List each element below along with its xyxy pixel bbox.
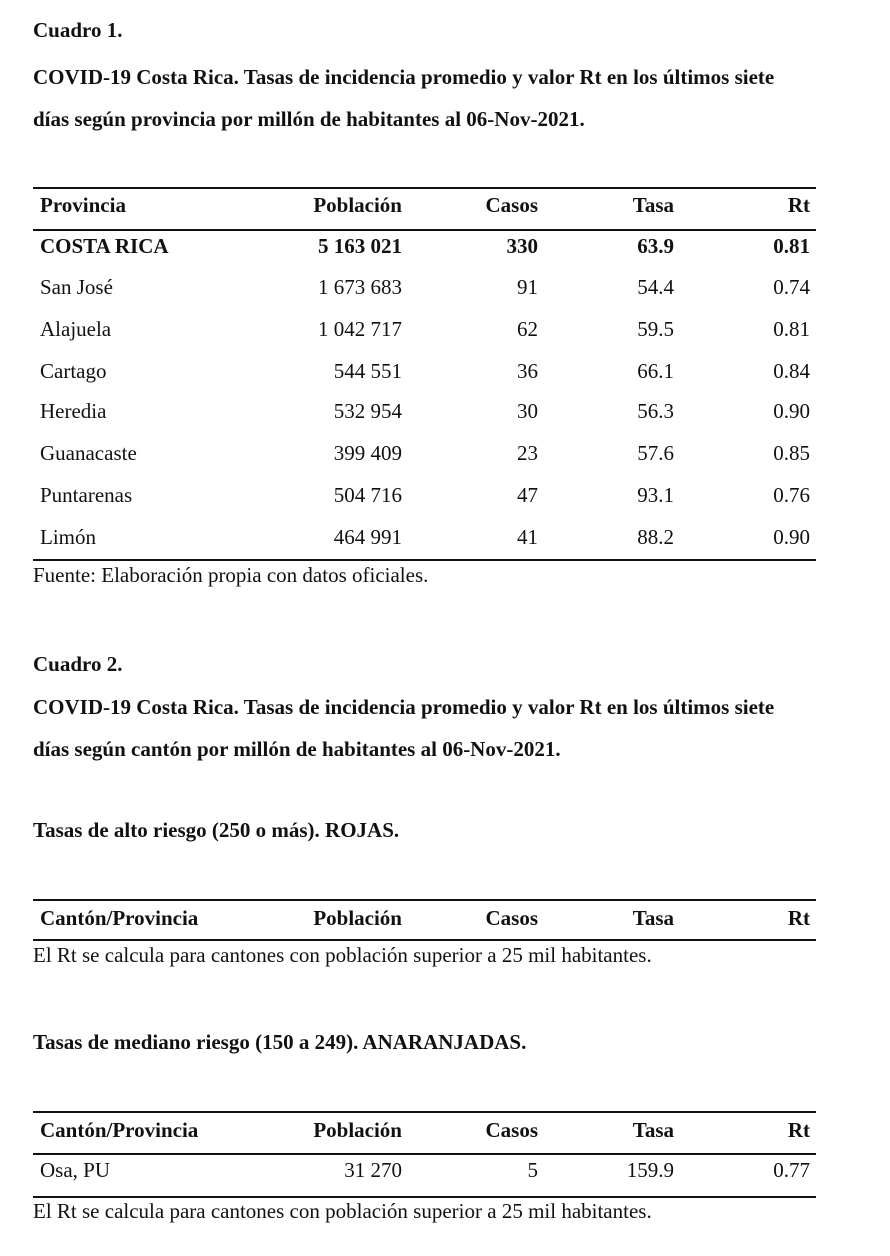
header-poblacion: Población xyxy=(313,193,402,217)
cell-rt: 0.81 xyxy=(773,234,810,258)
cell-provincia: Guanacaste xyxy=(40,441,137,465)
table-row xyxy=(33,474,816,516)
table-row xyxy=(33,390,816,432)
cell-poblacion: 1 042 717 xyxy=(318,317,402,341)
medium-risk-note: El Rt se calcula para cantones con población superior a 25 mil habitantes. xyxy=(33,1199,652,1223)
header-casos: Casos xyxy=(485,906,538,930)
table-header-row xyxy=(33,184,816,226)
cuadro1-source: Fuente: Elaboración propia con datos oficiales. xyxy=(33,563,429,587)
cell-casos: 91 xyxy=(517,275,538,299)
cell-casos: 23 xyxy=(517,441,538,465)
cell-rt: 0.74 xyxy=(773,275,810,299)
cuadro2-label: Cuadro 2. xyxy=(33,652,123,676)
cell-casos: 330 xyxy=(506,234,538,258)
table-row xyxy=(33,350,816,392)
cuadro2-title-line2: días según cantón por millón de habitantes al 06-Nov-2021. xyxy=(33,737,561,761)
cell-rt: 0.77 xyxy=(773,1158,810,1182)
cuadro1-title-line1: COVID-19 Costa Rica. Tasas de incidencia promedio y valor Rt en los últimos siete xyxy=(33,65,775,89)
cell-provincia: COSTA RICA xyxy=(40,234,169,258)
table-bottom-rule xyxy=(33,559,816,561)
cell-poblacion: 504 716 xyxy=(333,483,402,507)
table-header-row xyxy=(33,897,816,939)
cell-tasa: 59.5 xyxy=(637,317,674,341)
cell-tasa: 66.1 xyxy=(637,359,674,383)
table-bottom-rule xyxy=(33,939,816,941)
header-provincia: Provincia xyxy=(40,193,126,217)
cuadro2-title-line1: COVID-19 Costa Rica. Tasas de incidencia promedio y valor Rt en los últimos siete xyxy=(33,695,775,719)
high-risk-heading: Tasas de alto riesgo (250 o más). ROJAS. xyxy=(33,818,400,842)
cell-provincia: Heredia xyxy=(40,399,107,423)
header-tasa: Tasa xyxy=(632,906,674,930)
medium-risk-heading: Tasas de mediano riesgo (150 a 249). ANARANJADAS. xyxy=(33,1030,527,1054)
high-risk-note: El Rt se calcula para cantones con población superior a 25 mil habitantes. xyxy=(33,943,652,967)
cell-tasa: 57.6 xyxy=(637,441,674,465)
cell-rt: 0.85 xyxy=(773,441,810,465)
cell-provincia: Cartago xyxy=(40,359,107,383)
cell-provincia: Limón xyxy=(40,525,96,549)
table-header-row xyxy=(33,1109,816,1151)
header-tasa: Tasa xyxy=(632,193,674,217)
cell-rt: 0.84 xyxy=(773,359,810,383)
cell-casos: 62 xyxy=(517,317,538,341)
cell-poblacion: 544 551 xyxy=(333,359,402,383)
cell-rt: 0.81 xyxy=(773,317,810,341)
header-tasa: Tasa xyxy=(632,1118,674,1142)
cell-poblacion: 5 163 021 xyxy=(318,234,402,258)
cell-provincia: San José xyxy=(40,275,113,299)
cell-canton: Osa, PU xyxy=(40,1158,111,1182)
table-row xyxy=(33,432,816,474)
cuadro1-title-line2: días según provincia por millón de habitantes al 06-Nov-2021. xyxy=(33,107,585,131)
header-poblacion: Población xyxy=(313,906,402,930)
table-row xyxy=(33,1149,816,1191)
cell-poblacion: 399 409 xyxy=(333,441,402,465)
table-row-total xyxy=(33,225,816,267)
cell-casos: 47 xyxy=(517,483,538,507)
cell-provincia: Puntarenas xyxy=(40,483,133,507)
cell-tasa: 56.3 xyxy=(637,399,674,423)
header-canton: Cantón/Provincia xyxy=(40,906,199,930)
header-rt: Rt xyxy=(787,906,810,930)
table-row xyxy=(33,516,816,558)
table-row xyxy=(33,308,816,350)
cell-rt: 0.90 xyxy=(773,525,810,549)
cell-tasa: 54.4 xyxy=(637,275,674,299)
cell-poblacion: 464 991 xyxy=(333,525,402,549)
header-canton: Cantón/Provincia xyxy=(40,1118,199,1142)
cell-poblacion: 31 270 xyxy=(344,1158,402,1182)
header-casos: Casos xyxy=(485,193,538,217)
cell-tasa: 63.9 xyxy=(637,234,674,258)
cell-casos: 30 xyxy=(517,399,538,423)
header-casos: Casos xyxy=(485,1118,538,1142)
cell-tasa: 93.1 xyxy=(637,483,674,507)
cell-provincia: Alajuela xyxy=(40,317,112,341)
cell-rt: 0.90 xyxy=(773,399,810,423)
cell-casos: 5 xyxy=(527,1158,538,1182)
table-bottom-rule xyxy=(33,1196,816,1198)
cell-tasa: 159.9 xyxy=(626,1158,674,1182)
cell-rt: 0.76 xyxy=(773,483,810,507)
cuadro1-label: Cuadro 1. xyxy=(33,18,123,42)
header-rt: Rt xyxy=(787,1118,810,1142)
header-poblacion: Población xyxy=(313,1118,402,1142)
cell-casos: 41 xyxy=(517,525,538,549)
cell-poblacion: 1 673 683 xyxy=(318,275,402,299)
cell-tasa: 88.2 xyxy=(637,525,674,549)
cell-poblacion: 532 954 xyxy=(333,399,402,423)
table-row xyxy=(33,266,816,308)
cell-casos: 36 xyxy=(517,359,538,383)
header-rt: Rt xyxy=(787,193,810,217)
